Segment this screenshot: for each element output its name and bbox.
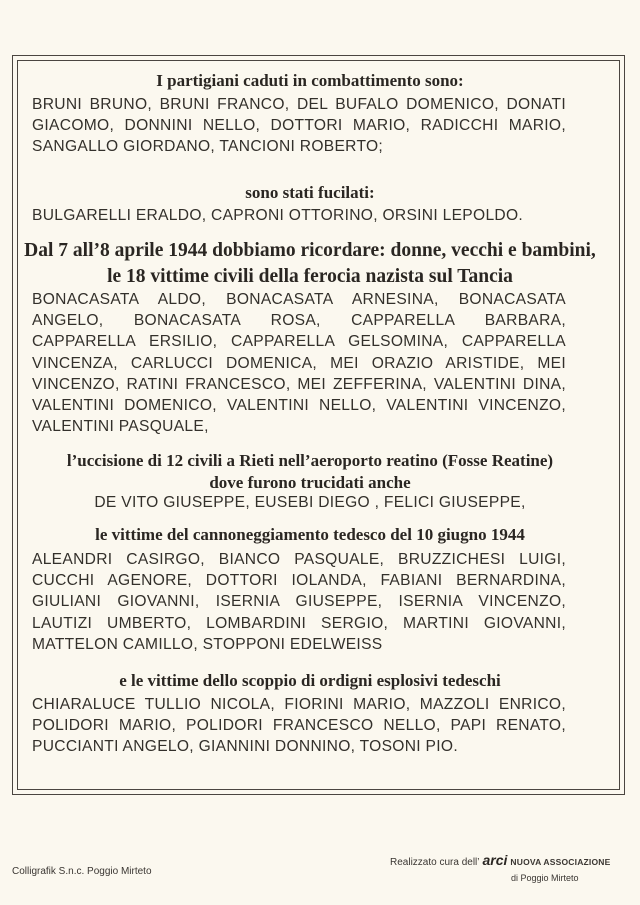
arci-credit <box>390 852 611 883</box>
rieti-heading: l’uccisione di 12 civili a Rieti nell’aeroporto reatino (Fosse Reatine) dove furono trucidati anche <box>66 451 554 492</box>
executed-heading: sono stati fucilati: <box>245 183 375 202</box>
partisans-heading: I partigiani caduti in combattimento sono: <box>156 71 464 90</box>
tancia-victims-names: BONACASATA ALDO, BONACASATA ARNESINA, BONACASATA ANGELO, BONACASATA ROSA, CAPPARELLA BARBARA, CAPPARELLA ERSILIO, CAPPARELLA GELSOMINA, CAPPARELLA VINCENZA, CARLUCCI DOMENICA, MEI ORAZIO ARISTIDE, MEI VINCENZO, RATINI FRANCESCO, MEI ZEFFERINA, VALENTINI DINA, VALENTINI DOMENICO, VALENTINI NELLO, VALENTINI VINCENZO, VALENTINI PASQUALE, <box>32 291 566 436</box>
tancia-heading: Dal 7 all’8 aprile 1944 dobbiamo ricordare: donne, vecchi e bambini, le 18 vittime civili della ferocia nazista sul Tancia <box>24 240 596 287</box>
rieti-victims-names: DE VITO GIUSEPPE, EUSEBI DIEGO , FELICI GIUSEPPE, <box>94 494 526 511</box>
explosives-victims-names: CHIARALUCE TULLIO NICOLA, FIORINI MARIO, MAZZOLI ENRICO, POLIDORI MARIO, POLIDORI FRANCESCO NELLO, PAPI RENATO, PUCCIANTI ANGELO, GIANNINI DONNINO, TOSONI PIO. <box>32 696 566 756</box>
partisans-names: BRUNI BRUNO, BRUNI FRANCO, DEL BUFALO DOMENICO, DONATI GIACOMO, DONNINI NELLO, DOTTORI MARIO, RADICCHI MARIO, SANGALLO GIORDANO, TANCIONI ROBERTO; <box>32 96 566 156</box>
credit-prefix: Realizzato cura dell’ <box>390 857 480 868</box>
printer-credit: Colligrafik S.n.c. Poggio Mirteto <box>12 866 152 877</box>
explosives-heading: e le vittime dello scoppio di ordigni esplosivi tedeschi <box>119 671 501 690</box>
arci-logo: arci <box>482 852 508 868</box>
credit-line <box>390 852 611 868</box>
executed-names: BULGARELLI ERALDO, CAPRONI OTTORINO, ORSINI LEPOLDO. <box>32 207 524 224</box>
association-place: di Poggio Mirteto <box>510 873 579 883</box>
bombardment-victims-names: ALEANDRI CASIRGO, BIANCO PASQUALE, BRUZZICHESI LUIGI, CUCCHI AGENORE, DOTTORI IOLANDA, FABIANI BERNARDINA, GIULIANI GIOVANNI, ISERNIA GIUSEPPE, ISERNIA VINCENZO, LAUTIZI UMBERTO, LOMBARDINI SERGIO, MARTINI GIOVANNI, MATTELON CAMILLO, STOPPONI EDELWEISS <box>32 551 566 653</box>
bombardment-heading: le vittime del cannoneggiamento tedesco del 10 giugno 1944 <box>95 525 525 544</box>
association-name: NUOVA ASSOCIAZIONE <box>510 857 611 867</box>
